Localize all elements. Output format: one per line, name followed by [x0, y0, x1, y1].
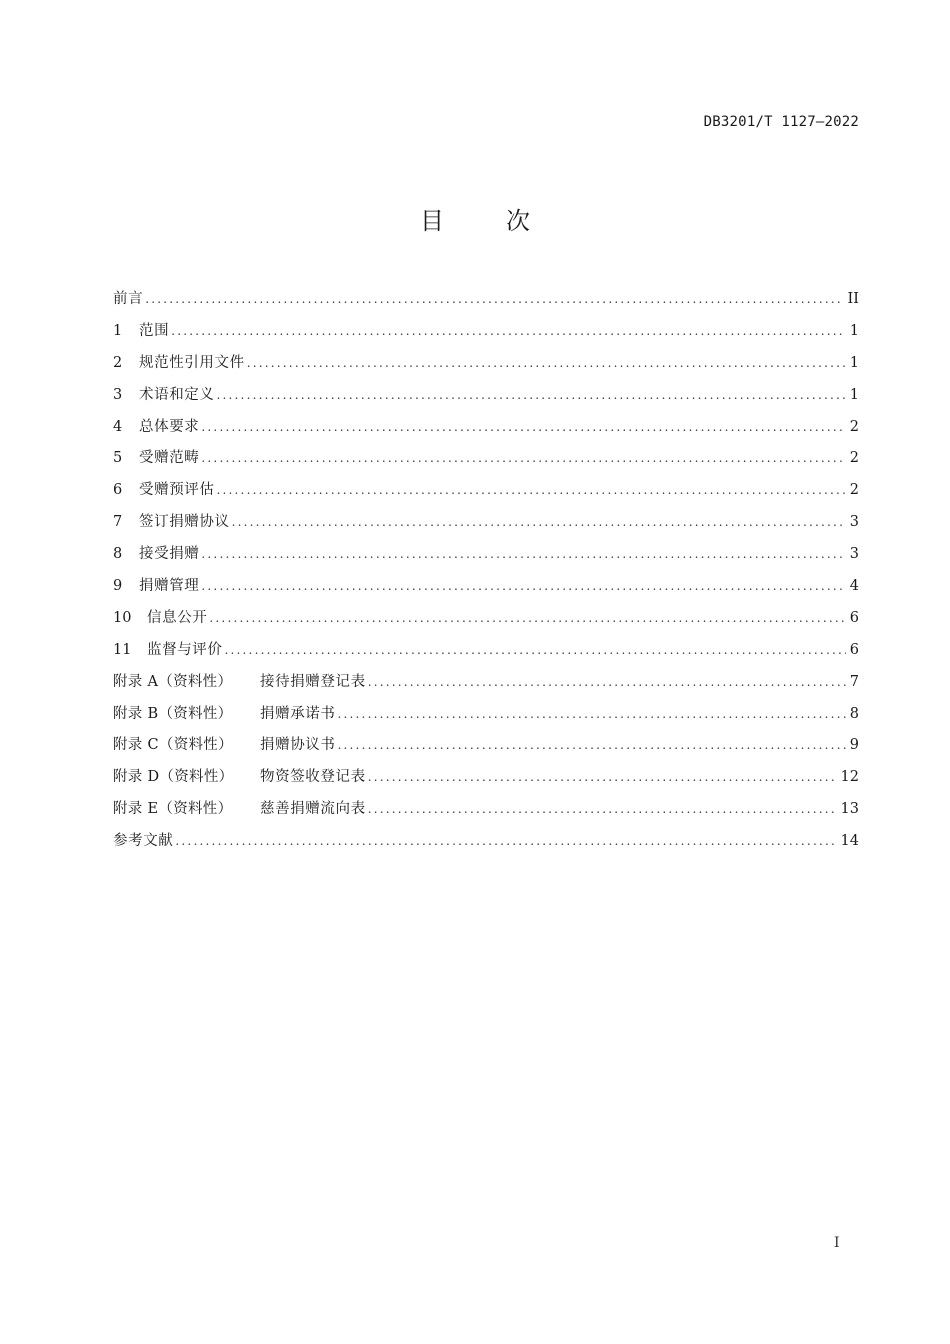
toc-leader-dots	[175, 828, 836, 854]
toc-entry-label: 受赠预评估	[139, 482, 215, 499]
toc-entry-references[interactable]	[113, 828, 859, 860]
table-of-contents	[113, 286, 859, 860]
document-code: DB3201/T 1127—2022	[703, 114, 859, 130]
toc-leader-dots	[338, 732, 846, 758]
toc-entry-1[interactable]	[113, 318, 859, 350]
toc-entry-page: 2	[849, 482, 859, 499]
toc-entry-page: 6	[849, 641, 859, 658]
toc-entry-page: II	[847, 291, 859, 307]
toc-title-char-2: 次	[506, 207, 530, 235]
toc-entry-label: 捐赠承诺书	[260, 705, 336, 722]
toc-entry-label: 前言	[113, 291, 144, 307]
toc-leader-dots	[217, 382, 846, 408]
toc-entry-number: 2	[113, 354, 123, 371]
toc-entry-label: 捐赠管理	[139, 578, 200, 595]
toc-entry-page: 14	[840, 833, 859, 850]
toc-entry-appendix-a[interactable]	[113, 669, 859, 701]
toc-entry-page: 6	[849, 609, 859, 626]
toc-entry-number: 10	[113, 609, 132, 626]
toc-entry-page: 8	[849, 705, 859, 722]
toc-entry-8[interactable]	[113, 541, 859, 573]
toc-leader-dots	[368, 796, 837, 822]
toc-appendix-prefix: 附录 A（资料性）	[113, 673, 233, 690]
toc-entry-page: 1	[849, 386, 859, 403]
toc-entry-5[interactable]	[113, 445, 859, 477]
page-number: I	[834, 1235, 840, 1251]
toc-entry-4[interactable]	[113, 414, 859, 446]
toc-entry-page: 7	[849, 673, 859, 690]
toc-entry-label: 信息公开	[147, 609, 208, 626]
toc-entry-page: 9	[849, 737, 859, 754]
toc-entry-number: 3	[113, 386, 123, 403]
toc-entry-label: 接受捐赠	[139, 546, 200, 563]
toc-appendix-prefix: 附录 B（资料性）	[113, 705, 233, 722]
toc-entry-page: 12	[840, 769, 859, 786]
toc-entry-page: 1	[849, 322, 859, 339]
toc-entry-label: 术语和定义	[139, 386, 215, 403]
toc-entry-number: 5	[113, 450, 123, 467]
toc-entry-10[interactable]	[113, 605, 859, 637]
toc-entry-label: 范围	[139, 322, 170, 339]
toc-entry-2[interactable]	[113, 350, 859, 382]
toc-entry-number: 6	[113, 482, 123, 499]
toc-entry-number: 1	[113, 322, 123, 339]
toc-leader-dots	[368, 669, 846, 695]
toc-entry-label: 参考文献	[113, 833, 174, 850]
toc-entry-page: 2	[849, 450, 859, 467]
toc-entry-11[interactable]	[113, 637, 859, 669]
toc-entry-appendix-d[interactable]	[113, 764, 859, 796]
toc-leader-dots	[225, 637, 846, 663]
toc-entry-label: 签订捐赠协议	[139, 514, 230, 531]
toc-entry-7[interactable]	[113, 509, 859, 541]
toc-appendix-prefix: 附录 E（资料性）	[113, 801, 233, 818]
toc-entry-label: 捐赠协议书	[260, 737, 336, 754]
toc-entry-page: 2	[849, 418, 859, 435]
toc-entry-9[interactable]	[113, 573, 859, 605]
toc-leader-dots	[201, 445, 845, 471]
toc-leader-dots	[171, 318, 846, 344]
toc-leader-dots	[217, 477, 846, 503]
toc-entry-6[interactable]	[113, 477, 859, 509]
toc-leader-dots	[201, 414, 845, 440]
toc-title-char-1: 目	[420, 207, 444, 235]
toc-entry-label: 慈善捐赠流向表	[260, 801, 366, 818]
toc-entry-page: 3	[849, 514, 859, 531]
toc-entry-label: 规范性引用文件	[139, 354, 245, 371]
toc-leader-dots	[368, 764, 837, 790]
toc-leader-dots	[209, 605, 845, 631]
toc-leader-dots	[201, 541, 845, 567]
toc-entry-page: 3	[849, 546, 859, 563]
toc-leader-dots	[201, 573, 845, 599]
toc-entry-page: 4	[849, 578, 859, 595]
toc-appendix-prefix: 附录 D（资料性）	[113, 769, 234, 786]
toc-entry-appendix-c[interactable]	[113, 732, 859, 764]
toc-leader-dots	[145, 286, 843, 312]
toc-entry-appendix-e[interactable]	[113, 796, 859, 828]
toc-title	[0, 201, 950, 236]
toc-entry-3[interactable]	[113, 382, 859, 414]
toc-entry-number: 7	[113, 514, 123, 531]
toc-entry-page: 1	[849, 354, 859, 371]
toc-entry-foreword[interactable]	[113, 286, 859, 318]
toc-leader-dots	[338, 701, 846, 727]
toc-entry-number: 9	[113, 578, 123, 595]
toc-leader-dots	[232, 509, 846, 535]
toc-entry-page: 13	[840, 801, 859, 818]
toc-appendix-prefix: 附录 C（资料性）	[113, 737, 233, 754]
toc-entry-number: 4	[113, 418, 123, 435]
toc-leader-dots	[247, 350, 846, 376]
toc-entry-label: 物资签收登记表	[260, 769, 366, 786]
toc-entry-label: 接待捐赠登记表	[260, 673, 366, 690]
toc-entry-number: 8	[113, 546, 123, 563]
toc-entry-label: 受赠范畴	[139, 450, 200, 467]
toc-entry-appendix-b[interactable]	[113, 701, 859, 733]
toc-entry-label: 监督与评价	[147, 641, 223, 658]
toc-entry-label: 总体要求	[139, 418, 200, 435]
toc-entry-number: 11	[113, 641, 132, 658]
